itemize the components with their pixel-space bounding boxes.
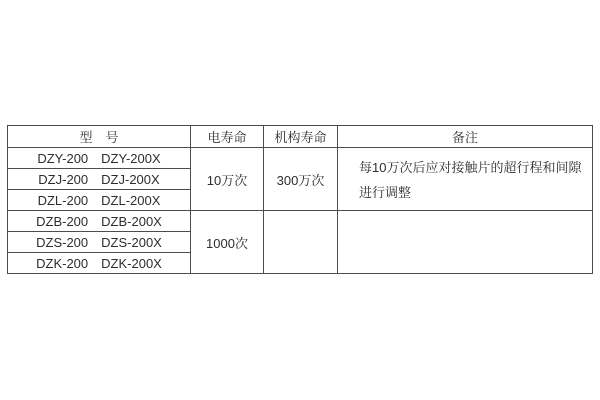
model-label: DZB-200X [101, 213, 162, 229]
header-electrical-life: 电寿命 [191, 126, 264, 148]
model-cell [8, 190, 191, 211]
model-label: DZB-200 [36, 213, 89, 229]
model-cell [8, 148, 191, 169]
model-cell [8, 169, 191, 190]
mechanism-life-cell [264, 211, 338, 274]
table-header-row [8, 126, 593, 148]
header-mechanism-life: 机构寿命 [264, 126, 338, 148]
electrical-life-cell: 10万次 [191, 148, 264, 211]
header-model: 型 号 [8, 126, 191, 148]
remarks-line: 每10万次后应对接触片的超行程和间隙 [359, 160, 582, 175]
model-cell [8, 253, 191, 274]
table-row [8, 148, 593, 169]
model-label: DZK-200 [36, 255, 89, 271]
model-label: DZS-200 [36, 234, 89, 250]
remarks-cell [338, 211, 593, 274]
model-label: DZS-200X [101, 234, 162, 250]
electrical-life-cell: 1000次 [191, 211, 264, 274]
spec-table [7, 125, 593, 274]
header-remarks: 备注 [338, 126, 593, 148]
remarks-cell [338, 148, 593, 211]
mechanism-life-cell: 300万次 [264, 148, 338, 211]
model-label: DZK-200X [101, 255, 162, 271]
model-label: DZL-200X [101, 192, 161, 208]
model-label: DZY-200 [37, 150, 89, 166]
table-row [8, 211, 593, 232]
model-label: DZL-200 [37, 192, 89, 208]
model-label: DZJ-200 [38, 171, 89, 187]
model-cell [8, 232, 191, 253]
model-cell [8, 211, 191, 232]
model-label: DZY-200X [101, 150, 161, 166]
remarks-line: 进行调整 [359, 185, 412, 200]
model-label: DZJ-200X [101, 171, 160, 187]
